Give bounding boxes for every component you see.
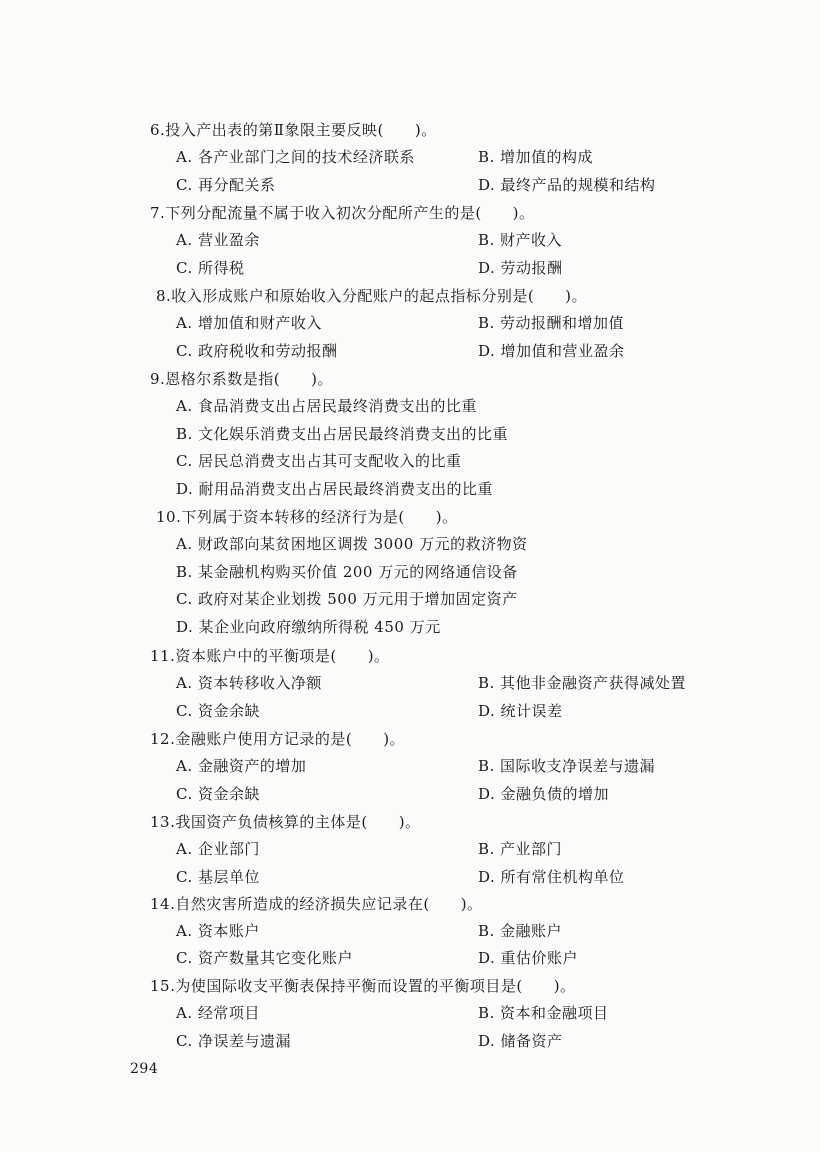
- option-a: A. 食品消费支出占居民最终消费支出的比重: [176, 397, 477, 415]
- option-b: B. 国际收支净误差与遗漏: [478, 757, 656, 775]
- option-d: D. 储备资产: [478, 1032, 563, 1050]
- option-a: A. 金融资产的增加: [176, 757, 307, 775]
- question-stem: 9.恩格尔系数是指( )。: [150, 370, 334, 388]
- question-stem: 13.我国资产负债核算的主体是( )。: [150, 813, 421, 831]
- question-stem: 10.下列属于资本转移的经济行为是( )。: [156, 508, 458, 526]
- option-c: C. 居民总消费支出占其可支配收入的比重: [176, 452, 462, 470]
- option-c: C. 资金余缺: [176, 785, 260, 803]
- option-d: D. 重估价账户: [478, 949, 579, 967]
- option-b: B. 文化娱乐消费支出占居民最终消费支出的比重: [176, 425, 509, 443]
- question-stem: 6.投入产出表的第Ⅱ象限主要反映( )。: [150, 121, 437, 139]
- question-stem: 15.为使国际收支平衡表保持平衡而设置的平衡项目是( )。: [150, 977, 576, 995]
- option-d: D. 最终产品的规模和结构: [478, 176, 656, 194]
- option-a: A. 各产业部门之间的技术经济联系: [176, 148, 415, 166]
- option-b: B. 其他非金融资产获得减处置: [478, 674, 687, 692]
- question-stem: 12.金融账户使用方记录的是( )。: [150, 730, 406, 748]
- question-stem: 7.下列分配流量不属于收入初次分配所产生的是( )。: [150, 204, 535, 222]
- question-stem: 8.收入形成账户和原始收入分配账户的起点指标分别是( )。: [156, 287, 588, 305]
- option-b: B. 资本和金融项目: [478, 1004, 609, 1022]
- option-c: C. 再分配关系: [176, 176, 276, 194]
- option-a: A. 资本转移收入净额: [176, 674, 322, 692]
- option-a: A. 经常项目: [176, 1004, 260, 1022]
- option-b: B. 某金融机构购买价值 200 万元的网络通信设备: [176, 563, 518, 581]
- option-d: D. 增加值和营业盈余: [478, 342, 625, 360]
- option-a: A. 营业盈余: [176, 231, 260, 249]
- option-d: D. 所有常住机构单位: [478, 868, 625, 886]
- option-c: C. 资金余缺: [176, 702, 260, 720]
- question-stem: 11.资本账户中的平衡项是( )。: [150, 647, 390, 665]
- option-b: B. 财产收入: [478, 231, 563, 249]
- option-d: D. 某企业向政府缴纳所得税 450 万元: [176, 618, 441, 636]
- option-a: A. 资本账户: [176, 922, 260, 940]
- option-a: A. 财政部向某贫困地区调拨 3000 万元的救济物资: [176, 535, 528, 553]
- option-c: C. 净误差与遗漏: [176, 1032, 291, 1050]
- option-d: D. 金融负债的增加: [478, 785, 610, 803]
- option-b: B. 劳动报酬和增加值: [478, 314, 625, 332]
- option-c: C. 基层单位: [176, 868, 260, 886]
- option-d: D. 劳动报酬: [478, 259, 563, 277]
- option-c: C. 政府税收和劳动报酬: [176, 342, 338, 360]
- question-stem: 14.自然灾害所造成的经济损失应记录在( )。: [150, 895, 483, 913]
- option-c: C. 资产数量其它变化账户: [176, 949, 353, 967]
- option-d: D. 耐用品消费支出占居民最终消费支出的比重: [176, 480, 494, 498]
- option-c: C. 所得税: [176, 259, 245, 277]
- page-number: 294: [130, 1061, 159, 1077]
- option-a: A. 企业部门: [176, 840, 260, 858]
- option-c: C. 政府对某企业划拨 500 万元用于增加固定资产: [176, 590, 518, 608]
- option-a: A. 增加值和财产收入: [176, 314, 322, 332]
- option-b: B. 增加值的构成: [478, 148, 594, 166]
- option-b: B. 产业部门: [478, 840, 563, 858]
- option-b: B. 金融账户: [478, 922, 563, 940]
- option-d: D. 统计误差: [478, 702, 563, 720]
